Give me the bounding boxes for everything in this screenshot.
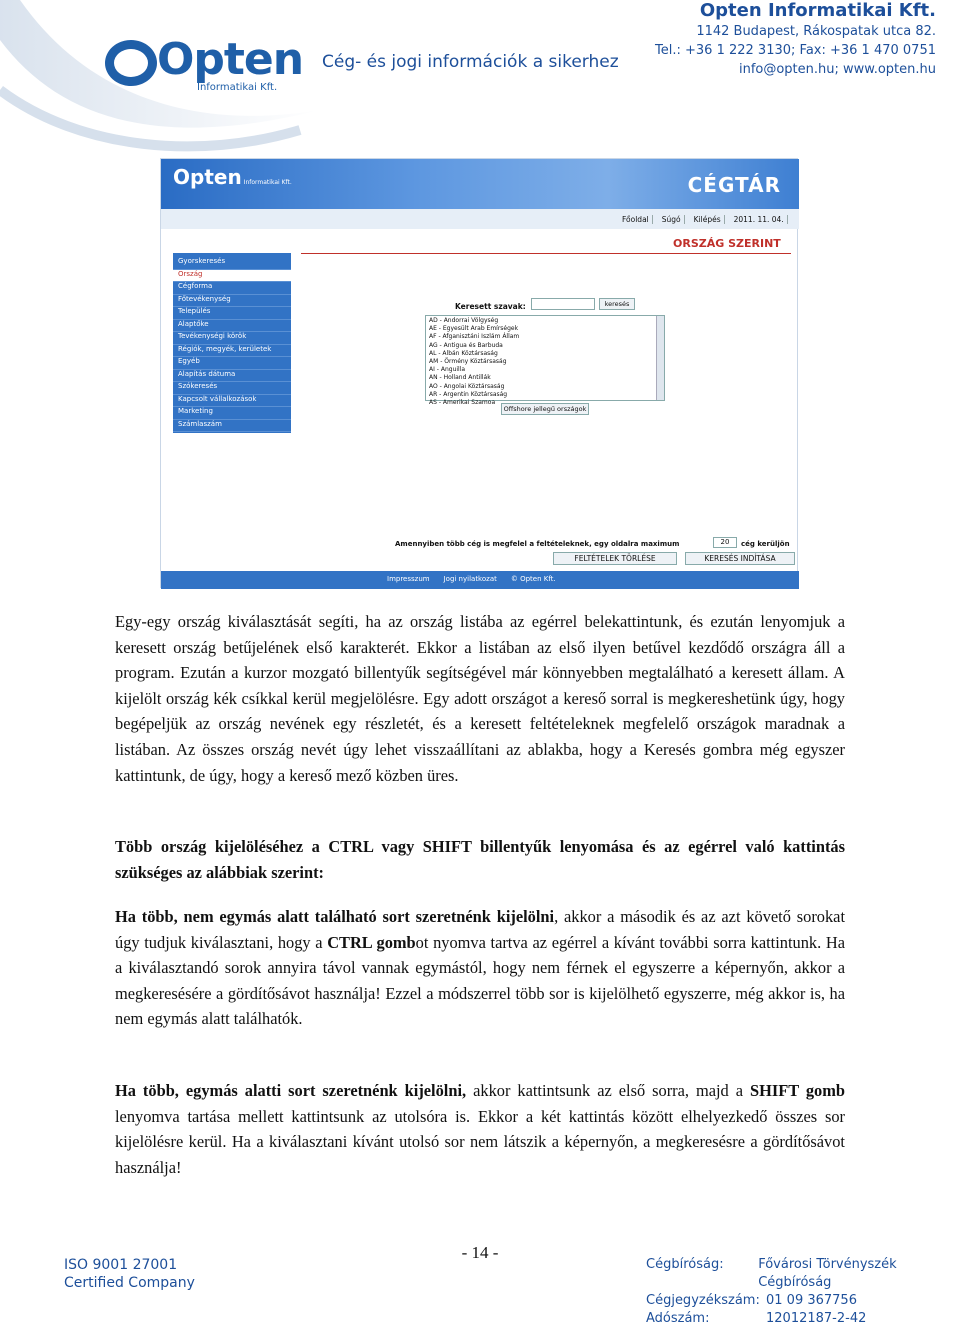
company-name: Opten Informatikai Kft. <box>699 0 936 21</box>
iso-certified-label: Certified Company <box>64 1275 195 1291</box>
section-divider <box>301 253 791 254</box>
sidebar-item-alapitas-datuma[interactable]: Alapítás dátuma <box>173 370 291 383</box>
header-tagline: Cég- és jogi információk a sikerhez <box>322 52 619 72</box>
sidebar-item-kapcsolt[interactable]: Kapcsolt vállalkozások <box>173 395 291 408</box>
clear-filters-button[interactable]: FELTÉTELEK TÖRLÉSE <box>553 552 677 565</box>
logo-subtitle: Informatikai Kft. <box>197 82 278 93</box>
sidebar-item-cegforma[interactable]: Cégforma <box>173 282 291 295</box>
nav-fooldal[interactable]: Főoldal <box>619 215 653 224</box>
offshore-button[interactable]: Offshore jellegű országok <box>501 403 589 415</box>
app-title: CÉGTÁR <box>687 173 781 197</box>
list-item[interactable]: AL - Albán Köztársaság <box>429 349 498 357</box>
court-value: Fővárosi Törvényszék Cégbíróság <box>758 1257 897 1290</box>
page-number: - 14 - <box>461 1243 499 1262</box>
footer-link-impresszum[interactable]: Impresszum <box>387 575 430 583</box>
court-label: Cégbíróság: <box>646 1257 724 1272</box>
nav-kilepes[interactable]: Kilépés <box>691 215 725 224</box>
registration-label: Cégjegyzékszám: <box>646 1293 760 1308</box>
country-listbox[interactable] <box>425 315 665 407</box>
list-item[interactable]: AI - Anguilla <box>429 366 466 374</box>
sidebar-item-szokereses[interactable]: Szókeresés <box>173 382 291 395</box>
iso-certification <box>64 1256 195 1292</box>
sidebar-item-telepules[interactable]: Település <box>173 307 291 320</box>
sidebar-item-egyeb[interactable]: Egyéb <box>173 357 291 370</box>
max-results-input[interactable]: 20 <box>713 537 737 548</box>
sidebar-item-szamlaszam[interactable]: Számlaszám <box>173 420 291 433</box>
app-sidebar <box>173 253 291 433</box>
logo-ring-icon <box>105 40 157 86</box>
logo-text: Opten <box>157 34 304 85</box>
list-item[interactable]: AN - Holland Antillák <box>429 374 491 382</box>
paragraph-shift-select: Ha több, egymás alatti sort szeretnénk kijelölni, akkor kattintsunk az első sorra, majd a SHIFT gomb lenyomva tartása mellett kattintsunk az utolsóra is. Ekkor a két kattintás között elhelyezkedő összes sor kijelölésre kerül. Ha a kiválasztani kívánt utolsó sor nem látszik a képernyőn, a megkeresésre a gördítősávot használja! <box>115 1081 845 1177</box>
company-phone: Tel.: +36 1 222 3130; Fax: +36 1 470 0751 <box>655 43 936 58</box>
list-item[interactable]: AS - Amerikai Szamoa <box>429 399 496 407</box>
list-item[interactable]: AO - Angolai Köztársaság <box>429 382 505 390</box>
paragraph-country-selection: Egy-egy ország kiválasztását segíti, ha az ország listába az egérrel belekattintunk, és ezután lenyomjuk a keresett ország betűjelének első karakterét. Ekkor a listában az első ilyen betűvel kezdődő országra áll a program. Ezután a kurzor mozgató billentyűk segítségével már könnyebben megtalálható a keresett állam. A kijelölt ország kék csíkkal kerül megjelölésre. Egy adott országot a kereső sorral is megkereshetünk úgy, hogy begépeljük az ország nevének egy részletét, és a keresett feltételeknek megfelelő országok maradnak a listában. Az összes ország nevét úgy lehet visszaállítani az ablakba, hogy a Keresés gombra még egyszer kattintunk, de úgy, hogy a kereső mező közben üres. <box>115 612 845 785</box>
list-scrollbar[interactable] <box>656 316 664 400</box>
sidebar-item-marketing[interactable]: Marketing <box>173 407 291 420</box>
company-address: 1142 Budapest, Rákospatak utca 82. <box>696 24 936 39</box>
list-item[interactable]: AD - Andorrai Völgység <box>429 317 499 324</box>
nav-sugo[interactable]: Súgó <box>659 215 685 224</box>
section-title: ORSZÁG SZERINT <box>673 237 781 250</box>
search-label: Keresett szavak: <box>455 302 526 311</box>
app-logo: Opten Informatikai Kft. <box>173 165 292 189</box>
app-footer <box>161 571 799 589</box>
company-contact-block <box>655 0 936 79</box>
sidebar-item-fotevekenyseg[interactable]: Főtevékenység <box>173 295 291 308</box>
start-search-button[interactable]: KERESÉS INDÍTÁSA <box>685 552 795 565</box>
list-item[interactable]: AE - Egyesült Arab Emírségek <box>429 325 519 333</box>
paragraph-multi-select-intro: Több ország kijelöléséhez a CTRL vagy SHIFT billentyűk lenyomása és az egérrel való kattintás szükséges az alábbiak szerint: <box>115 837 845 882</box>
list-item[interactable]: AM - Örmény Köztársaság <box>429 358 507 366</box>
app-top-nav <box>619 215 788 224</box>
app-header-bar <box>161 159 799 209</box>
list-item[interactable]: AR - Argentin Köztársaság <box>429 390 508 398</box>
max-results-note: Amennyiben több cég is megfelel a feltételeknek, egy oldalra maximum <box>395 540 680 548</box>
footer-copyright: © Opten Kft. <box>510 575 556 583</box>
company-registration <box>646 1256 960 1328</box>
sidebar-item-orszag[interactable]: Ország <box>173 270 291 283</box>
registration-value: 01 09 367756 <box>766 1293 857 1308</box>
sidebar-item-tevekenysegi-korok[interactable]: Tevékenységi körök <box>173 332 291 345</box>
paragraph-ctrl-select: Ha több, nem egymás alatt található sort szeretnénk kijelölni, akkor a második és az azt követő sorokat úgy tudjuk kiválasztani, hogy a CTRL gombot nyomva tartva az egérrel a kívánt további sorra kattintunk. Ha a kiválasztandó sorok annyira távol vannak egymástól, hogy nem férnek el egyszerre a képernyőn, akkor a megkeresésére a gördítősávot használja! Ezzel a módszerrel több sor is kijelölhető egyszerre, még akkor is, ha nem egymás alatt találhatók. <box>115 907 845 1029</box>
search-input[interactable] <box>531 298 595 310</box>
tax-value: 12012187-2-42 <box>766 1311 867 1326</box>
search-button[interactable]: keresés <box>599 298 635 310</box>
max-results-suffix: cég kerüljön <box>741 540 790 548</box>
sidebar-item-regiok[interactable]: Régiók, megyék, kerületek <box>173 345 291 358</box>
sidebar-item-gyorskereses[interactable]: Gyorskeresés <box>173 257 291 270</box>
footer-link-jogi[interactable]: Jogi nyilatkozat <box>443 575 497 583</box>
company-contact: info@opten.hu; www.opten.hu <box>738 62 936 77</box>
cegtar-screenshot <box>160 158 798 588</box>
nav-date: 2011. 11. 04. <box>731 215 788 224</box>
list-item[interactable]: AG - Antigua és Barbuda <box>429 341 503 349</box>
sidebar-item-alaptoke[interactable]: Alaptőke <box>173 320 291 333</box>
list-item[interactable]: AF - Afganisztáni Iszlám Állam <box>429 333 520 341</box>
tax-label: Adószám: <box>646 1311 710 1326</box>
iso-standards: ISO 9001 27001 <box>64 1257 178 1273</box>
